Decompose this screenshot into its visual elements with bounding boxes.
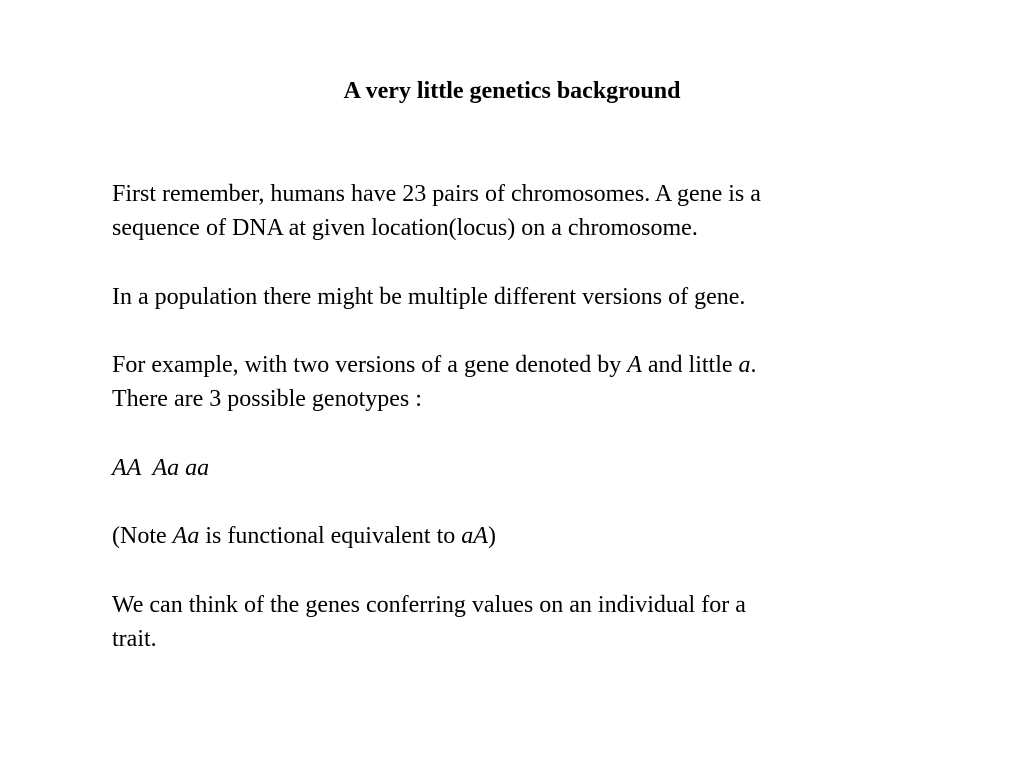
paragraph-line: In a population there might be multiple different versions of gene. <box>112 284 746 310</box>
genotype-symbol: aA <box>461 523 488 549</box>
allele-symbol: A <box>627 352 642 378</box>
allele-symbol: a <box>738 352 751 378</box>
text-run: . <box>750 352 757 378</box>
paragraph-note <box>112 519 912 553</box>
paragraph-trait <box>112 588 912 656</box>
paragraph-line: sequence of DNA at given location(locus) on a chromosome. <box>112 215 698 241</box>
text-run: is functional equivalent to <box>199 523 462 549</box>
paragraph-line: First remember, humans have 23 pairs of chromosomes. A gene is a <box>112 181 761 207</box>
text-run: and little <box>641 352 739 378</box>
paragraph-line: There are 3 possible genotypes : <box>112 386 422 412</box>
paragraph-line <box>112 348 912 382</box>
paragraph-line: trait. <box>112 626 157 652</box>
paragraph-chromosomes <box>112 177 912 245</box>
paragraph-population <box>112 280 912 314</box>
text-run: (Note <box>112 523 173 549</box>
paragraph-genotypes <box>112 451 912 485</box>
text-run: For example, with two versions of a gene denoted by <box>112 352 628 378</box>
slide-title: A very little genetics background <box>343 78 681 104</box>
paragraph-line <box>112 519 912 553</box>
text-run: ) <box>487 523 496 549</box>
genotype-list: AA Aa aa <box>112 455 210 481</box>
paragraph-example <box>112 348 912 416</box>
genotype-symbol: Aa <box>172 523 200 549</box>
paragraph-line: We can think of the genes conferring values on an individual for a <box>112 592 746 618</box>
